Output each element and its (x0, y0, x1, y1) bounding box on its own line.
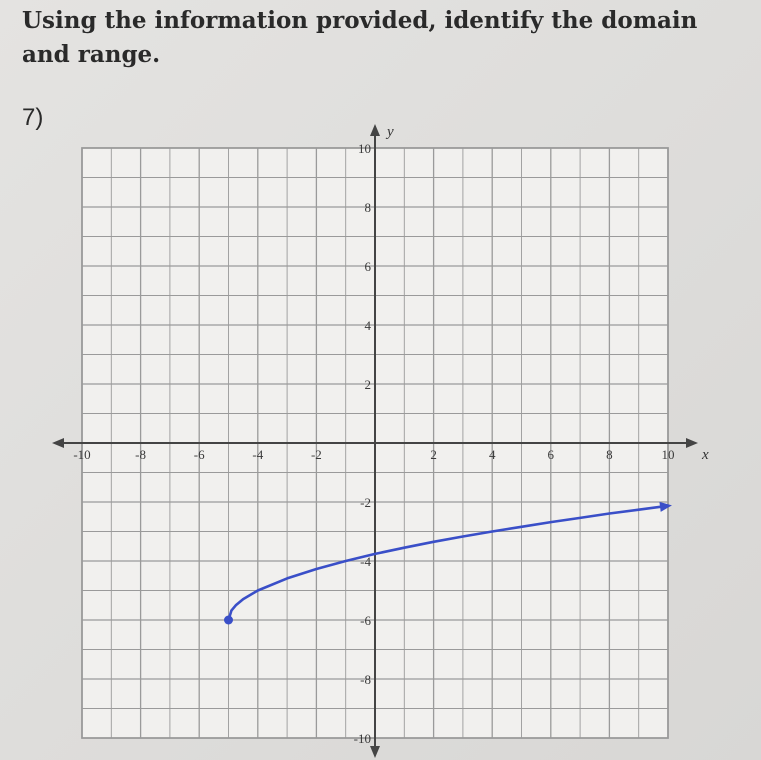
x-tick-label: 10 (661, 447, 675, 462)
x-axis-arrow-left (52, 438, 64, 448)
x-tick-label: -6 (193, 447, 205, 462)
y-tick-label: 4 (364, 318, 371, 333)
y-tick-label: -10 (353, 731, 371, 746)
x-tick-label: 6 (547, 447, 555, 462)
y-axis-arrow-down (370, 746, 380, 758)
y-tick-label: -4 (360, 554, 371, 569)
y-tick-label: -2 (360, 495, 371, 510)
y-tick-label: -8 (360, 672, 371, 687)
x-tick-label: 2 (430, 447, 437, 462)
start-point-closed (224, 616, 233, 625)
x-tick-label: -4 (252, 447, 264, 462)
y-tick-label: 2 (364, 377, 371, 392)
x-tick-label: -10 (73, 447, 91, 462)
problem-number: 7) (22, 104, 44, 131)
y-tick-label: 8 (364, 200, 371, 215)
x-axis-label: x (702, 447, 709, 463)
x-axis-arrow-right (686, 438, 698, 448)
x-tick-label: -2 (310, 447, 322, 462)
x-tick-label: 4 (488, 447, 496, 462)
x-tick-label: -8 (135, 447, 147, 462)
y-tick-label: -6 (360, 613, 371, 628)
y-tick-label: 6 (364, 259, 371, 274)
y-axis-arrow-up (370, 124, 380, 136)
x-tick-label: 8 (606, 447, 613, 462)
y-axis-label: y (387, 124, 394, 140)
instruction-text: Using the information provided, identify the domain and range. (22, 7, 698, 68)
y-tick-label: 10 (358, 141, 371, 156)
